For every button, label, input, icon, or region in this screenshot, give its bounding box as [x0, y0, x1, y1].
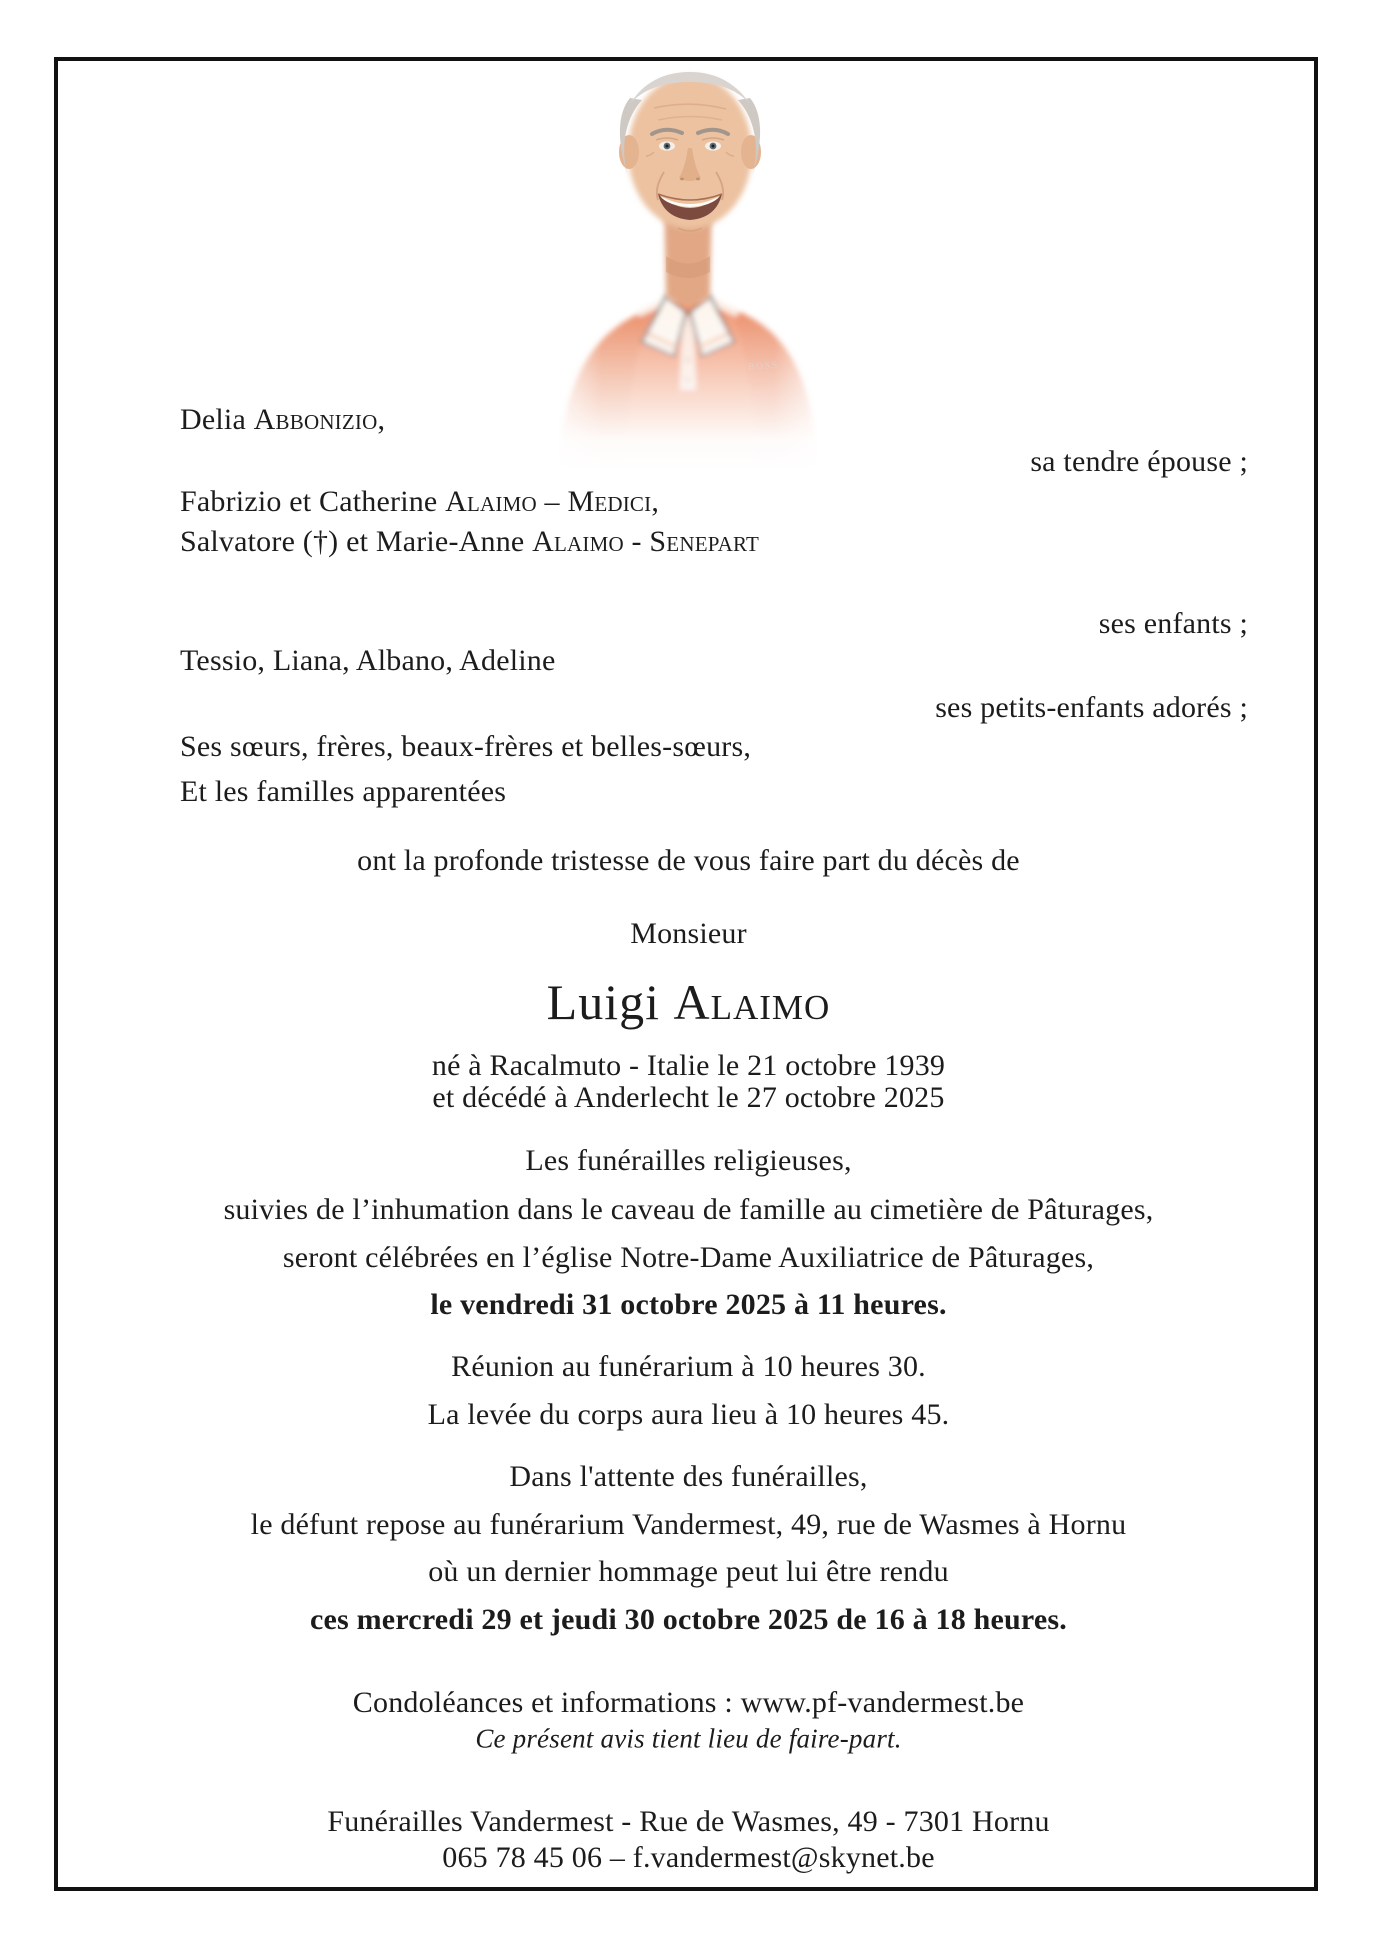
birth-line: né à Racalmuto - Italie le 21 octobre 1939	[431, 1049, 946, 1082]
levee-line: La levée du corps aura lieu à 10 heures 45.	[427, 1398, 950, 1431]
family-line-grandchildren: Tessio, Liana, Albano, Adeline	[180, 644, 556, 677]
funeral-line-1: Les funérailles religieuses,	[525, 1144, 852, 1177]
condolences-line: Condoléances et informations : www.pf-vandermest.be	[352, 1686, 1025, 1719]
family-line-wife: Delia Abbonizio,	[180, 403, 386, 436]
family-line-siblings: Ses sœurs, frères, beaux-frères et belles-sœurs,	[180, 730, 752, 763]
footer-contact-line: 065 78 45 06 – f.vandermest@skynet.be	[442, 1841, 935, 1874]
deceased-name: Luigi Alaimo	[546, 974, 831, 1030]
visitation-date-line: ces mercredi 29 et jeudi 30 octobre 2025 de 16 à 18 heures.	[310, 1603, 1067, 1636]
honorific-line: Monsieur	[630, 917, 747, 950]
visitation-line-3: où un dernier hommage peut lui être rendu	[428, 1555, 949, 1588]
funeral-line-2: suivies de l’inhumation dans le caveau de famille au cimetière de Pâturages,	[223, 1193, 1154, 1226]
relation-label-children: ses enfants ;	[1098, 607, 1248, 640]
death-line: et décédé à Anderlecht le 27 octobre 2025	[432, 1081, 945, 1114]
notice-line: Ce présent avis tient lieu de faire-part.	[475, 1723, 902, 1754]
visitation-line-2: le défunt repose au funérarium Vandermest, 49, rue de Wasmes à Hornu	[250, 1508, 1127, 1541]
family-line-related-families: Et les familles apparentées	[180, 775, 507, 808]
meeting-line: Réunion au funérarium à 10 heures 30.	[451, 1350, 926, 1383]
visitation-line-1: Dans l'attente des funérailles,	[509, 1460, 868, 1493]
relation-label-grandchildren: ses petits-enfants adorés ;	[935, 691, 1248, 724]
family-line-children-2: Salvatore (†) et Marie-Anne Alaimo - Senepart	[180, 525, 760, 558]
funeral-date-line: le vendredi 31 octobre 2025 à 11 heures.	[430, 1288, 947, 1321]
relation-label-wife: sa tendre épouse ;	[1030, 445, 1248, 478]
intro-line: ont la profonde tristesse de vous faire part du décès de	[357, 844, 1020, 877]
funeral-line-3: seront célébrées en l’église Notre-Dame Auxiliatrice de Pâturages,	[282, 1241, 1095, 1274]
family-line-children-1: Fabrizio et Catherine Alaimo – Medici,	[180, 485, 660, 518]
footer-company-line: Funérailles Vandermest - Rue de Wasmes, 49 - 7301 Hornu	[327, 1805, 1050, 1838]
